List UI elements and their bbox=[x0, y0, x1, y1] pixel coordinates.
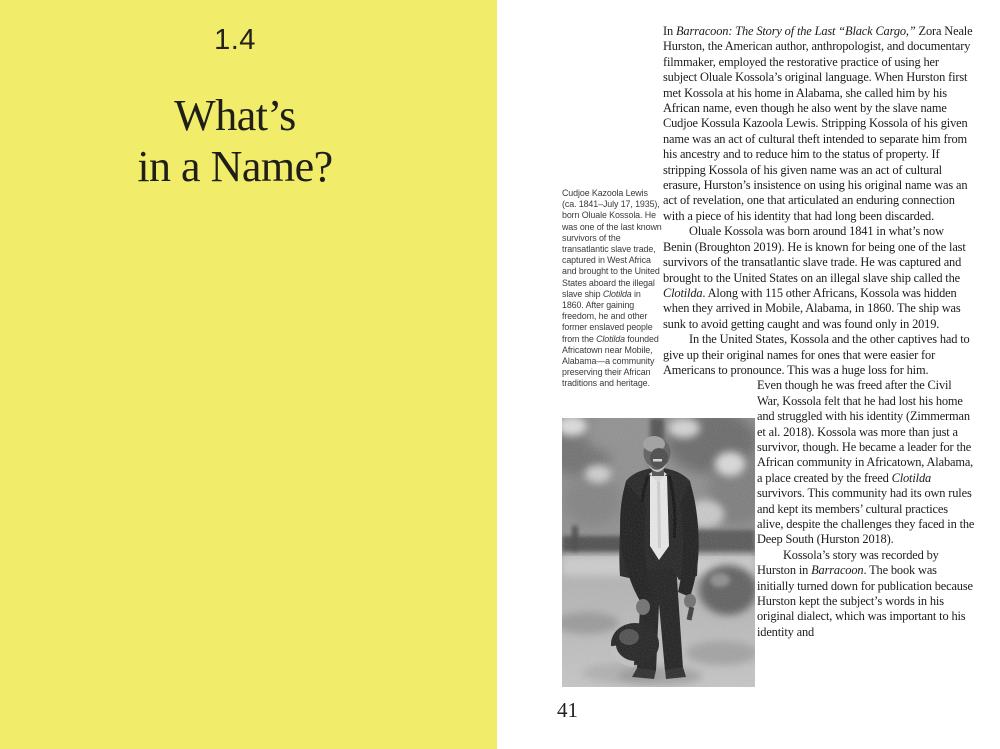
page-number: 41 bbox=[557, 698, 578, 722]
chapter-title-line-1: What’s bbox=[174, 91, 296, 140]
paragraph-2: Oluale Kossola was born around 1841 in what’s now Benin (Broughton 2019). He is known for being one of the last survivors of the transatlantic slave trade. He was captured and brought to the United States on an illegal slave ship called the Clotilda. Along with 115 other Africans, Kossola was hidden when they arrived in Mobile, Alabama, in 1860. The ship was sunk to avoid getting caught and was found only in 2019. bbox=[663, 224, 966, 331]
paragraph-1: In Barracoon: The Story of the Last “Black Cargo,” Zora Neale Hurston, the American author, anthropologist, and documentary filmmaker, employed the restorative practice of using her subject Oluale Kossola’s original language. When Hurston first met Kossola at his home in Alabama, she called him by his African name, even though he also went by the slave name Cudjoe Kossula Kazoola Lewis. Stripping Kossola of his given name was an act of cultural theft intended to separate him from his ancestry and to reduce him to the status of property. If stripping Kossola of his given name was an act of cultural erasure, Hurston’s insistence on using his original name was an act of revelation, one that articulated an enduring connection with a piece of his identity that had long been discarded. bbox=[663, 24, 973, 223]
paragraph-4: Kossola’s story was recorded by Hurston in Barracoon. The book was initially turned down for publication because Hurston kept the subject’s words in his original dialect, which was important to his identity and bbox=[757, 547, 973, 639]
body-text bbox=[663, 24, 975, 674]
paragraph-3-continued: Even though he was freed after the Civil War, Kossola felt that he had lost his home and struggled with his identity (Zimmerman et al. 2018). Kossola was more than just a survivor, though. He became a leader for the African community in Africatown, Alabama, a place created by the freed Clotilda survivors. This community had its own rules and kept its members’ cultural practices alive, despite the challenges they faced in the Deep South (Hurston 2018). bbox=[757, 378, 975, 547]
photo-wrap-spacer bbox=[663, 378, 757, 674]
paragraph-3: In the United States, Kossola and the other captives had to give up their original names for ones that were easier for Americans to pronounce. This was a huge loss for him. bbox=[663, 332, 970, 377]
chapter-title-line-2: in a Name? bbox=[137, 142, 333, 191]
text-wrap-zone bbox=[663, 378, 975, 640]
section-number: 1.4 bbox=[214, 24, 256, 56]
right-page bbox=[497, 0, 1000, 749]
chapter-title bbox=[0, 90, 470, 192]
photo-caption: Cudjoe Kazoola Lewis (ca. 1841–July 17, 1935), born Oluale Kossola. He was one of the last known survivors of the transatlantic slave trade, captured in West Africa and brought to the United States aboard the illegal slave ship Clotilda in 1860. After gaining freedom, he and other former enslaved people from the Clotilda founded Africatown near Mobile, Alabama—a community preserving their African traditions and heritage. bbox=[562, 188, 662, 389]
left-page bbox=[0, 0, 497, 749]
